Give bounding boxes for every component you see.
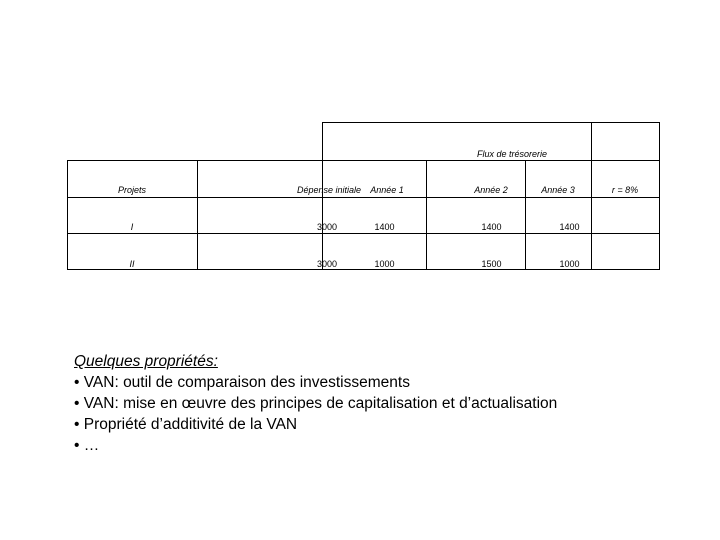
bullet-item: • VAN: outil de comparaison des investissements (74, 374, 410, 391)
row-1-annee-2: 1400 (481, 222, 502, 232)
row-2-depense: 3000 (316, 259, 338, 269)
bullet-item: • … (74, 437, 100, 454)
row-2-annee-3: 1000 (559, 259, 580, 269)
column-header-annee-1: Année 1 (370, 185, 404, 195)
group-header-cash-flows: Flux de trésorerie (476, 148, 548, 159)
row-2-annee-1: 1000 (374, 259, 395, 269)
column-header-rate: r = 8% (611, 185, 639, 195)
cash-flow-table (67, 122, 660, 270)
row-2-projet: II (129, 259, 135, 269)
column-header-annee-2: Année 2 (474, 185, 508, 195)
row-1-projet: I (130, 222, 134, 232)
row-1-annee-3: 1400 (559, 222, 580, 232)
row-2-rate (591, 252, 659, 276)
column-header-projets: Projets (117, 185, 146, 195)
properties-text (74, 351, 674, 456)
column-header-annee-3: Année 3 (541, 185, 575, 195)
row-1-rate (591, 215, 659, 239)
row-1-annee-1: 1400 (374, 222, 395, 232)
row-1-depense: 3000 (316, 222, 338, 232)
column-header-depense-initiale: Dépense initiale (296, 185, 362, 195)
properties-heading: Quelques propriétés: (74, 353, 218, 370)
table-rule-top (322, 122, 660, 123)
row-2-annee-2: 1500 (481, 259, 502, 269)
bullet-item: • VAN: mise en œuvre des principes de capitalisation et d’actualisation (74, 395, 558, 412)
bullet-item: • Propriété d’additivité de la VAN (74, 416, 298, 433)
